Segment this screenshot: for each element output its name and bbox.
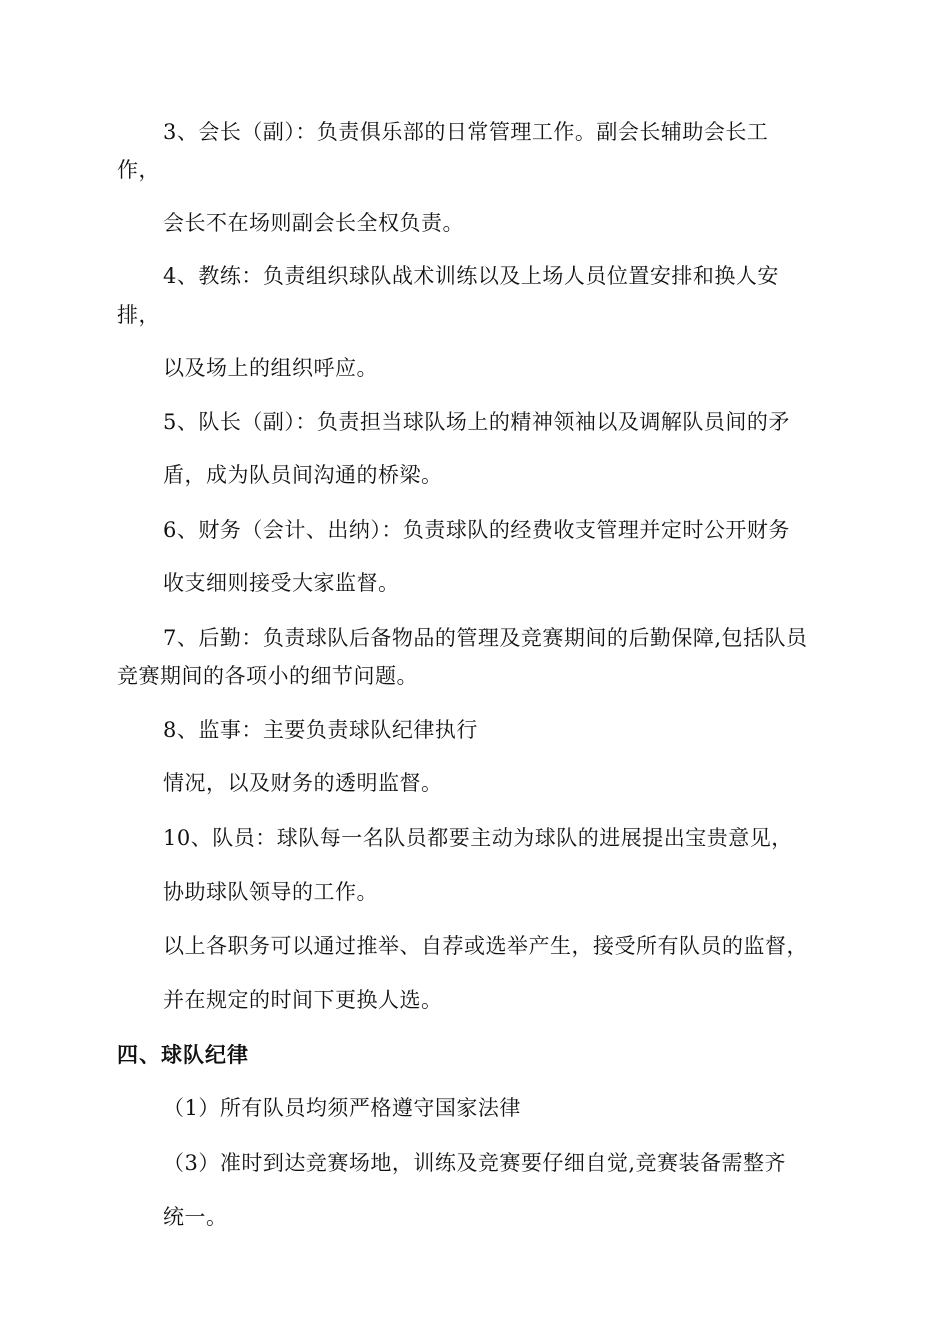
paragraph-line: 7、后勤：负责球队后备物品的管理及竞赛期间的后勤保障,包括队员 xyxy=(163,626,808,650)
list-item: 统一。 xyxy=(163,1205,228,1229)
paragraph-line: 6、财务（会计、出纳）：负责球队的经费收支管理并定时公开财务 xyxy=(163,518,790,542)
paragraph-line: 竞赛期间的各项小的细节问题。 xyxy=(117,664,418,688)
paragraph-line: 3、会长（副）：负责俱乐部的日常管理工作。副会长辅助会长工 xyxy=(163,120,769,144)
paragraph-line: 协助球队领导的工作。 xyxy=(163,880,378,904)
list-item: （3）准时到达竞赛场地，训练及竞赛要仔细自觉,竞赛装备需整齐 xyxy=(163,1151,787,1175)
paragraph-line: 5、队长（副）：负责担当球队场上的精神领袖以及调解队员间的矛 xyxy=(163,410,790,434)
paragraph-line: 10、队员：球队每一名队员都要主动为球队的进展提出宝贵意见， xyxy=(163,826,793,850)
paragraph-line: 会长不在场则副会长全权负责。 xyxy=(163,211,464,235)
paragraph-line: 以上各职务可以通过推举、自荐或选举产生，接受所有队员的监督， xyxy=(163,934,808,958)
paragraph-line: 盾，成为队员间沟通的桥梁。 xyxy=(163,463,443,487)
list-item: （1）所有队员均须严格遵守国家法律 xyxy=(163,1096,521,1120)
paragraph-line: 8、监事：主要负责球队纪律执行 xyxy=(163,718,478,742)
paragraph-line: 收支细则接受大家监督。 xyxy=(163,571,400,595)
paragraph-line: 4、教练：负责组织球队战术训练以及上场人员位置安排和换人安 xyxy=(163,264,779,288)
section-heading: 四、球队纪律 xyxy=(117,1043,249,1067)
paragraph-line: 排， xyxy=(117,303,160,327)
paragraph-line: 作， xyxy=(117,158,160,182)
paragraph-line: 并在规定的时间下更换人选。 xyxy=(163,988,443,1012)
paragraph-line: 情况，以及财务的透明监督。 xyxy=(163,771,443,795)
paragraph-line: 以及场上的组织呼应。 xyxy=(163,356,378,380)
